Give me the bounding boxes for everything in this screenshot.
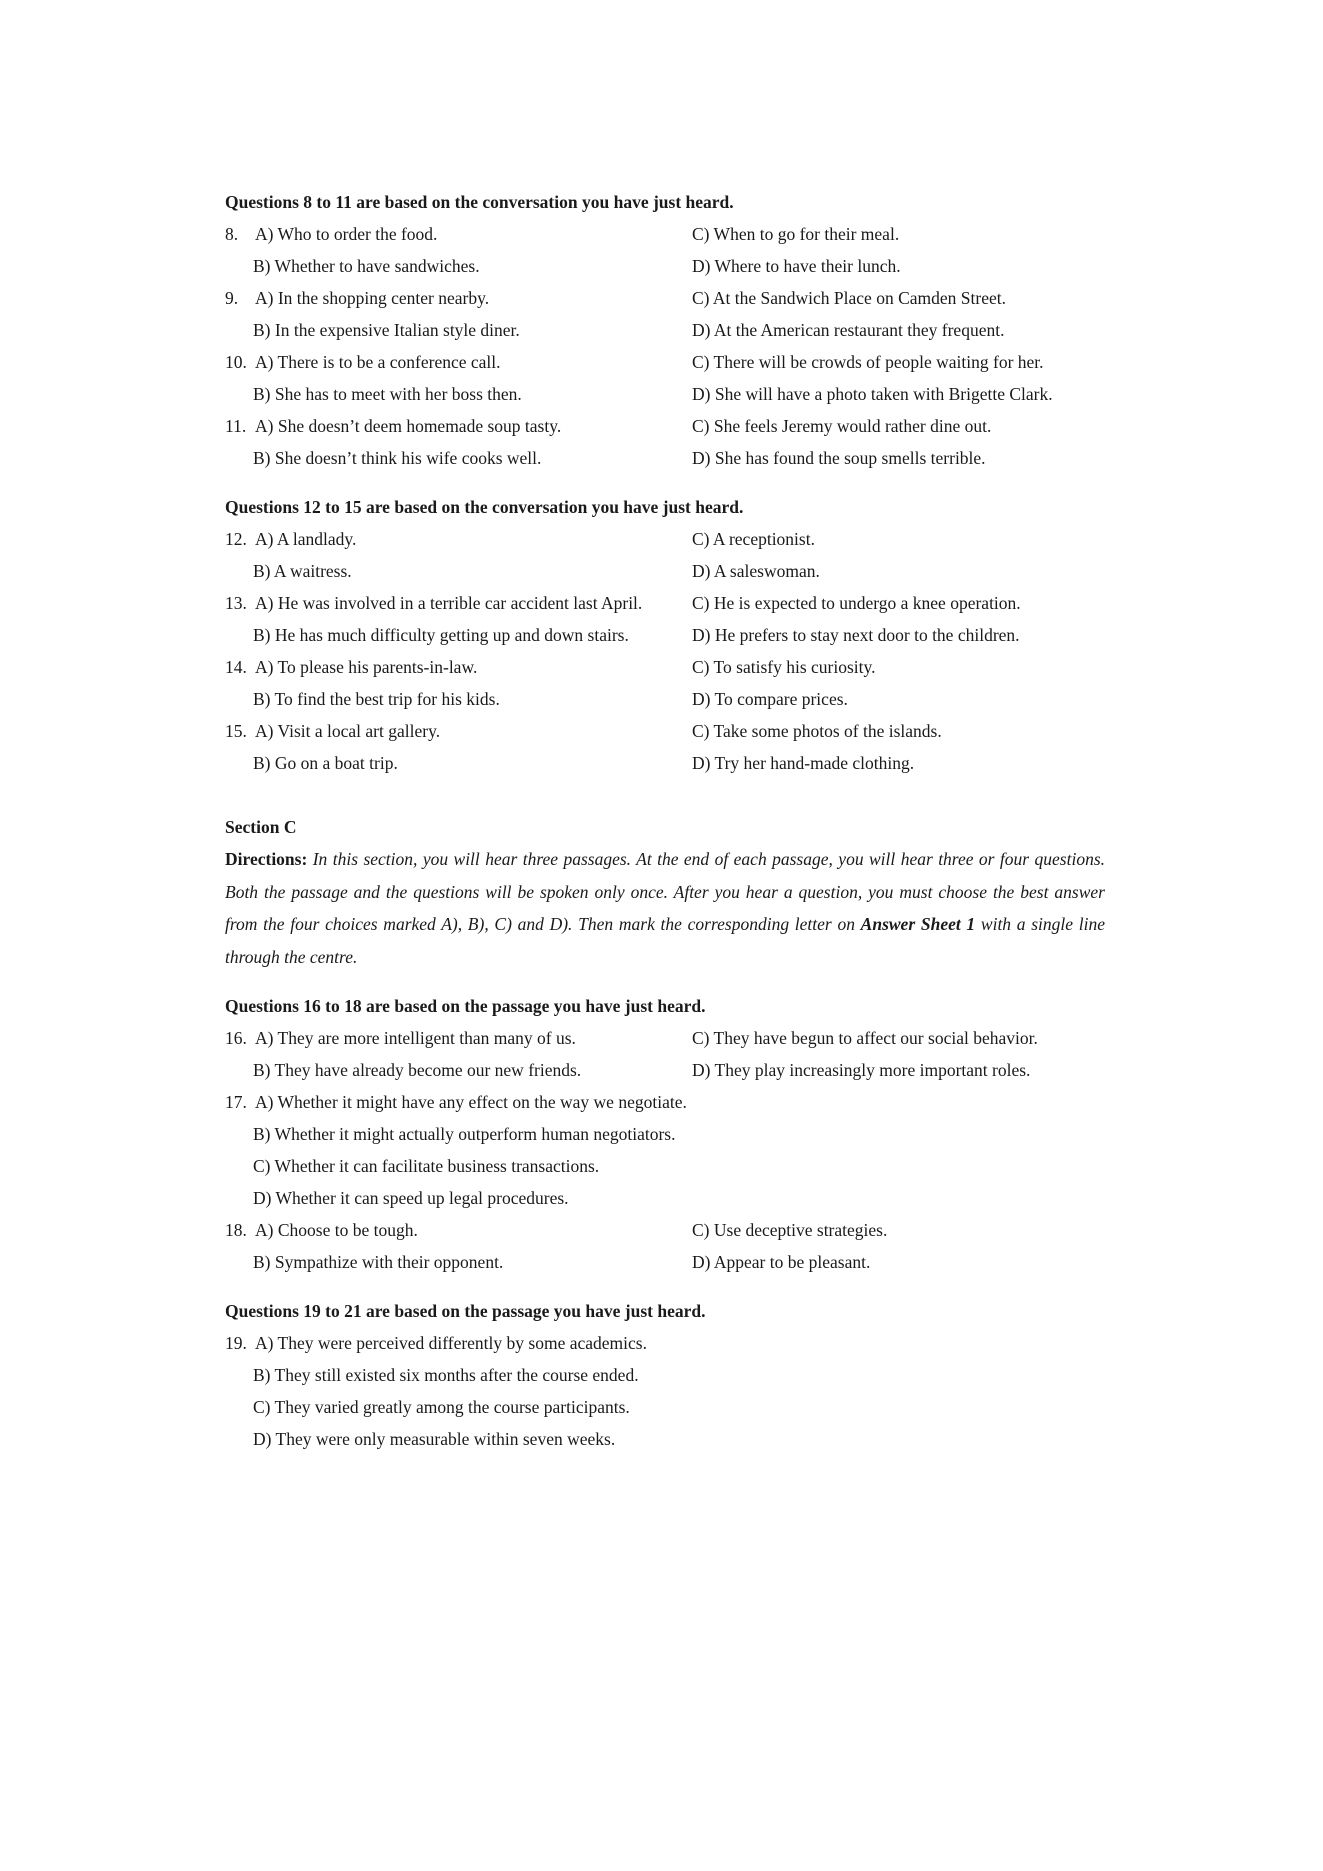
option-a: A) To please his parents-in-law. (255, 657, 478, 677)
question-18-row-ac (225, 1214, 1105, 1246)
option-a: A) They were perceived differently by some academics. (255, 1333, 647, 1353)
question-15-row-bd (225, 747, 1105, 779)
option-c: C) They varied greatly among the course participants. (253, 1397, 630, 1417)
question-17-row-c (225, 1150, 1105, 1182)
option-c: C) Take some photos of the islands. (692, 721, 942, 741)
section-c-directions (225, 843, 1105, 973)
question-19-row-a (225, 1327, 1105, 1359)
question-number: 14. (225, 657, 247, 677)
option-b: B) They still existed six months after the course ended. (253, 1365, 639, 1385)
question-11-row-ac (225, 410, 1105, 442)
option-b: B) Whether to have sandwiches. (253, 256, 480, 276)
question-14-row-ac (225, 651, 1105, 683)
option-d: D) At the American restaurant they frequent. (692, 320, 1005, 340)
option-d: D) Whether it can speed up legal procedures. (253, 1188, 569, 1208)
option-d: D) He prefers to stay next door to the children. (692, 625, 1020, 645)
option-d: D) They were only measurable within seven weeks. (253, 1429, 616, 1449)
option-c: C) She feels Jeremy would rather dine out. (692, 416, 992, 436)
option-c: C) When to go for their meal. (692, 224, 900, 244)
question-13-row-ac (225, 587, 1105, 619)
option-b: B) They have already become our new friends. (253, 1060, 582, 1080)
option-d: D) They play increasingly more important roles. (692, 1060, 1031, 1080)
option-d: D) Where to have their lunch. (692, 256, 901, 276)
question-17-row-a (225, 1086, 1105, 1118)
option-a: A) There is to be a conference call. (255, 352, 501, 372)
option-a: A) They are more intelligent than many of us. (255, 1028, 576, 1048)
question-number: 17. (225, 1092, 247, 1112)
option-b: B) Go on a boat trip. (253, 753, 398, 773)
option-b: B) In the expensive Italian style diner. (253, 320, 520, 340)
option-d: D) Try her hand-made clothing. (692, 753, 915, 773)
option-d: D) She will have a photo taken with Brigette Clark. (692, 384, 1053, 404)
option-a: A) In the shopping center nearby. (255, 288, 490, 308)
option-c: C) There will be crowds of people waiting for her. (692, 352, 1044, 372)
option-a: A) Choose to be tough. (255, 1220, 418, 1240)
question-number: 8. (225, 224, 239, 244)
option-d: D) To compare prices. (692, 689, 848, 709)
question-13-row-bd (225, 619, 1105, 651)
option-d: D) Appear to be pleasant. (692, 1252, 871, 1272)
directions-label: Directions: (225, 849, 308, 869)
question-content (225, 186, 1105, 1455)
option-c: C) At the Sandwich Place on Camden Street. (692, 288, 1006, 308)
questions-16-18-heading: Questions 16 to 18 are based on the passage you have just heard. (225, 996, 706, 1016)
option-c: C) Use deceptive strategies. (692, 1220, 888, 1240)
question-number: 18. (225, 1220, 247, 1240)
directions-end: with a single line through the centre. (225, 914, 1105, 967)
question-number: 12. (225, 529, 247, 549)
option-c: C) They have begun to affect our social behavior. (692, 1028, 1038, 1048)
question-15-row-ac (225, 715, 1105, 747)
option-b: B) He has much difficulty getting up and down stairs. (253, 625, 629, 645)
question-number: 9. (225, 288, 239, 308)
question-number: 11. (225, 416, 247, 436)
option-a: A) Whether it might have any effect on the way we negotiate. (255, 1092, 687, 1112)
question-19-row-d (225, 1423, 1105, 1455)
option-d: D) A saleswoman. (692, 561, 820, 581)
option-b: B) To find the best trip for his kids. (253, 689, 500, 709)
question-12-row-bd (225, 555, 1105, 587)
option-b: B) Sympathize with their opponent. (253, 1252, 504, 1272)
option-b: B) She doesn’t think his wife cooks well. (253, 448, 542, 468)
question-19-row-b (225, 1359, 1105, 1391)
question-10-row-bd (225, 378, 1105, 410)
option-b: B) She has to meet with her boss then. (253, 384, 522, 404)
question-17-row-d (225, 1182, 1105, 1214)
question-14-row-bd (225, 683, 1105, 715)
questions-19-21-heading: Questions 19 to 21 are based on the passage you have just heard. (225, 1301, 706, 1321)
question-19-row-c (225, 1391, 1105, 1423)
option-c: C) To satisfy his curiosity. (692, 657, 876, 677)
question-number: 19. (225, 1333, 247, 1353)
question-16-row-bd (225, 1054, 1105, 1086)
question-number: 13. (225, 593, 247, 613)
question-number: 16. (225, 1028, 247, 1048)
question-12-row-ac (225, 523, 1105, 555)
question-11-row-bd (225, 442, 1105, 474)
option-a: A) A landlady. (255, 529, 357, 549)
option-c: C) Whether it can facilitate business transactions. (253, 1156, 600, 1176)
question-number: 10. (225, 352, 247, 372)
option-c: C) He is expected to undergo a knee operation. (692, 593, 1021, 613)
directions-text: In this section, you will hear three passages. At the end of each passage, you will hear three or four questions. Both the passage and the questions will be spoken only once. After you hear a question, you must choose the best answer from the four choices marked A), B), C) and D). Then mark the corresponding letter on (225, 849, 1106, 934)
question-number: 15. (225, 721, 247, 741)
option-a: A) He was involved in a terrible car accident last April. (255, 593, 643, 613)
option-d: D) She has found the soup smells terrible. (692, 448, 986, 468)
option-b: B) Whether it might actually outperform human negotiators. (253, 1124, 676, 1144)
questions-8-11-heading: Questions 8 to 11 are based on the conversation you have just heard. (225, 192, 734, 212)
question-16-row-ac (225, 1022, 1105, 1054)
question-9-row-ac (225, 282, 1105, 314)
questions-12-15-heading: Questions 12 to 15 are based on the conversation you have just heard. (225, 497, 744, 517)
option-a: A) She doesn’t deem homemade soup tasty. (255, 416, 562, 436)
question-9-row-bd (225, 314, 1105, 346)
question-8-row-ac (225, 218, 1105, 250)
answer-sheet-ref: Answer Sheet 1 (860, 914, 976, 934)
question-10-row-ac (225, 346, 1105, 378)
option-b: B) A waitress. (253, 561, 352, 581)
section-c-title: Section C (225, 817, 297, 837)
option-c: C) A receptionist. (692, 529, 815, 549)
option-a: A) Who to order the food. (255, 224, 438, 244)
option-a: A) Visit a local art gallery. (255, 721, 441, 741)
question-8-row-bd (225, 250, 1105, 282)
question-17-row-b (225, 1118, 1105, 1150)
question-18-row-bd (225, 1246, 1105, 1278)
